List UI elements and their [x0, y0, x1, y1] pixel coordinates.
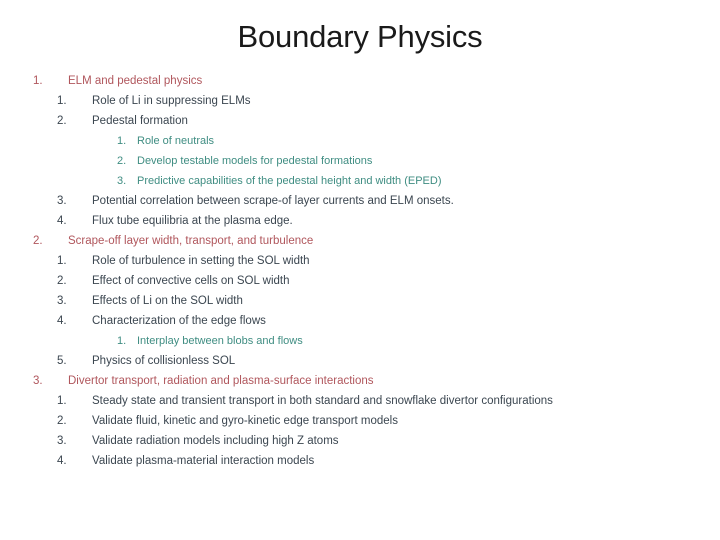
outline-item-label: Predictive capabilities of the pedestal height and width (EPED) — [137, 175, 442, 187]
outline-item — [0, 111, 720, 131]
outline-item-marker: 2. — [117, 155, 127, 167]
outline-item-label: Role of Li in suppressing ELMs — [92, 95, 251, 107]
outline-item — [0, 291, 720, 311]
outline-item — [0, 151, 720, 171]
outline-item-marker: 4. — [57, 455, 67, 467]
outline-item-label: Characterization of the edge flows — [92, 315, 266, 327]
outline-item-label: Validate plasma-material interaction models — [92, 455, 315, 467]
outline-item — [0, 91, 720, 111]
outline-item — [0, 431, 720, 451]
outline-item-label: Validate fluid, kinetic and gyro-kinetic edge transport models — [92, 415, 398, 427]
outline-item-label: Steady state and transient transport in both standard and snowflake divertor configurations — [92, 395, 553, 407]
outline-item — [0, 131, 720, 151]
outline-item-label: Role of neutrals — [137, 135, 215, 147]
outline-item-marker: 3. — [33, 375, 43, 387]
page-title: Boundary Physics — [237, 19, 483, 54]
outline-item-label: Role of turbulence in setting the SOL width — [92, 255, 310, 267]
outline-item-marker: 1. — [117, 335, 127, 347]
outline-item-label: Scrape-off layer width, transport, and turbulence — [68, 235, 314, 247]
outline-item-label: ELM and pedestal physics — [68, 75, 203, 87]
outline-item-label: Effects of Li on the SOL width — [92, 295, 243, 307]
outline-item — [0, 391, 720, 411]
outline-item-marker: 3. — [57, 195, 67, 207]
outline-item-label: Potential correlation between scrape-of layer currents and ELM onsets. — [92, 195, 454, 207]
outline-item-marker: 1. — [57, 255, 67, 267]
outline-item-label: Flux tube equilibria at the plasma edge. — [92, 215, 293, 227]
outline-item — [0, 311, 720, 331]
outline-item-label: Divertor transport, radiation and plasma-surface interactions — [68, 375, 374, 387]
outline-item-label: Effect of convective cells on SOL width — [92, 275, 290, 287]
outline-item-marker: 4. — [57, 215, 67, 227]
outline-item — [0, 411, 720, 431]
outline-list — [0, 71, 720, 471]
outline-item — [0, 191, 720, 211]
outline-item — [0, 231, 720, 251]
outline-item-marker: 3. — [57, 295, 67, 307]
outline-item — [0, 171, 720, 191]
outline-item-marker: 3. — [117, 175, 127, 187]
outline-item-marker: 2. — [57, 115, 67, 127]
outline-item-marker: 1. — [117, 135, 127, 147]
outline-item-marker: 3. — [57, 435, 67, 447]
outline-item-label: Interplay between blobs and flows — [137, 335, 303, 347]
outline-item-marker: 1. — [33, 75, 43, 87]
outline-item — [0, 331, 720, 351]
outline-item-label: Validate radiation models including high Z atoms — [92, 435, 339, 447]
outline-item-marker: 2. — [57, 275, 67, 287]
outline-item — [0, 251, 720, 271]
outline-item-marker: 1. — [57, 395, 67, 407]
outline-item-label: Pedestal formation — [92, 115, 188, 127]
outline-item — [0, 351, 720, 371]
outline-item-marker: 2. — [33, 235, 43, 247]
outline-item-label: Physics of collisionless SOL — [92, 355, 236, 367]
outline-item — [0, 71, 720, 91]
outline-item-marker: 4. — [57, 315, 67, 327]
outline-item — [0, 271, 720, 291]
outline-item — [0, 451, 720, 471]
outline-item-marker: 1. — [57, 95, 67, 107]
outline-item — [0, 211, 720, 231]
outline-item — [0, 371, 720, 391]
outline-item-marker: 5. — [57, 355, 67, 367]
outline-item-label: Develop testable models for pedestal formations — [137, 155, 373, 167]
outline-item-marker: 2. — [57, 415, 67, 427]
